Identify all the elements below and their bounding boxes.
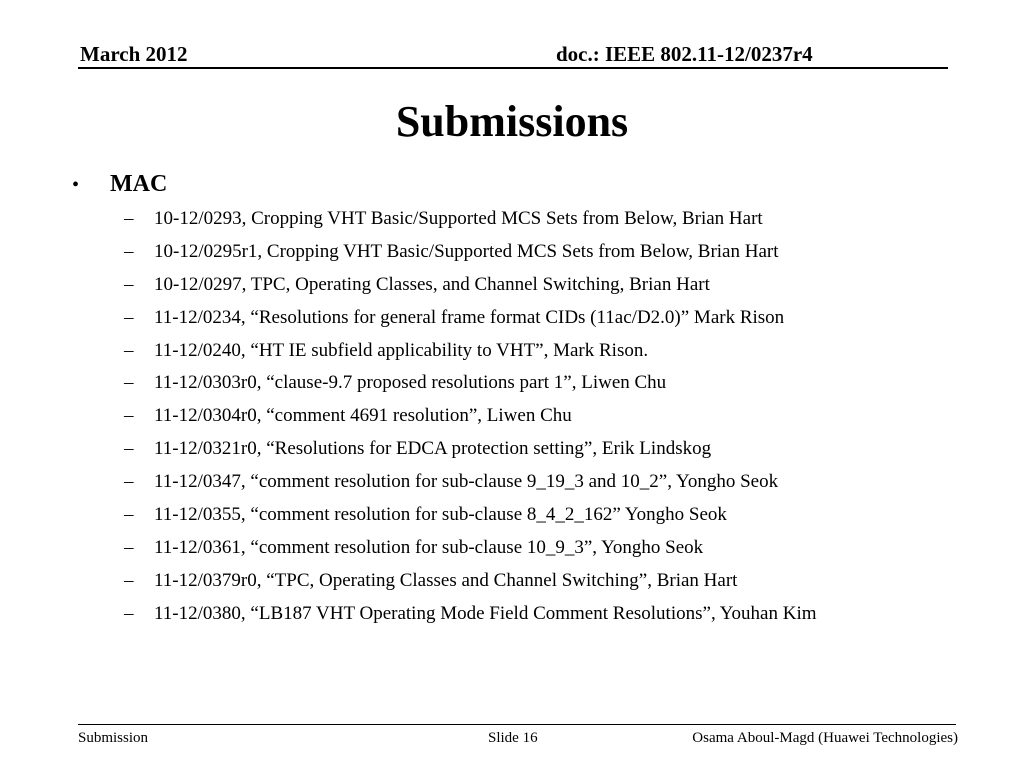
footer-slide-number: Slide 16 (488, 730, 538, 746)
list-item (72, 531, 1012, 564)
list-item-text: 11-12/0380, “LB187 VHT Operating Mode Field Comment Resolutions”, Youhan Kim (154, 602, 817, 624)
footer-author: Osama Aboul-Magd (Huawei Technologies) (692, 730, 958, 746)
list-item (72, 202, 1012, 235)
list-item (72, 564, 1012, 597)
dash-glyph: – (124, 273, 134, 295)
dash-glyph: – (124, 536, 134, 558)
list-item-text: 11-12/0321r0, “Resolutions for EDCA protection setting”, Erik Lindskog (154, 438, 712, 460)
section-heading (72, 168, 1012, 202)
dash-glyph: – (124, 438, 134, 460)
list-item (72, 235, 1012, 268)
list-item (72, 498, 1012, 531)
dash-glyph: – (124, 339, 134, 361)
list-item (72, 268, 1012, 301)
header-date: March 2012 (80, 42, 188, 66)
footer-divider (78, 724, 956, 725)
dash-glyph: – (124, 208, 134, 229)
submission-list (72, 202, 1012, 630)
list-item (72, 432, 1012, 465)
dash-glyph: – (124, 405, 134, 427)
list-item-text: 10-12/0295r1, Cropping VHT Basic/Supported MCS Sets from Below, Brian Hart (154, 240, 779, 262)
mac-section (72, 168, 1012, 630)
dash-glyph: – (124, 471, 134, 493)
dash-glyph: – (124, 306, 134, 328)
list-item (72, 399, 1012, 432)
list-item (72, 334, 1012, 367)
dash-glyph: – (124, 372, 134, 394)
list-item-text: 11-12/0303r0, “clause-9.7 proposed resolutions part 1”, Liwen Chu (154, 372, 667, 394)
dash-glyph: – (124, 569, 134, 591)
dash-glyph: – (124, 504, 134, 526)
list-item-text: 11-12/0304r0, “comment 4691 resolution”, Liwen Chu (154, 405, 572, 427)
dash-glyph: – (124, 602, 134, 624)
list-item (72, 366, 1012, 399)
header-divider (78, 67, 948, 69)
section-label: MAC (110, 171, 168, 197)
list-item-text: 11-12/0379r0, “TPC, Operating Classes and Channel Switching”, Brian Hart (154, 569, 738, 591)
footer-left: Submission (78, 730, 149, 746)
list-item-text: 11-12/0240, “HT IE subfield applicability to VHT”, Mark Rison. (154, 339, 649, 361)
dash-glyph: – (124, 240, 134, 262)
list-item (72, 465, 1012, 498)
list-item (72, 301, 1012, 334)
list-item-text: 11-12/0234, “Resolutions for general frame format CIDs (11ac/D2.0)” Mark Rison (154, 306, 785, 328)
header-doc-id: doc.: IEEE 802.11-12/0237r4 (556, 42, 813, 66)
bullet-glyph: • (72, 174, 80, 196)
list-item-text: 11-12/0347, “comment resolution for sub-clause 9_19_3 and 10_2”, Yongho Seok (154, 471, 779, 493)
list-item (72, 597, 1012, 630)
slide-title: Submissions (395, 97, 629, 146)
list-item-text: 10-12/0293, Cropping VHT Basic/Supported MCS Sets from Below, Brian Hart (154, 208, 763, 229)
list-item-text: 11-12/0355, “comment resolution for sub-clause 8_4_2_162” Yongho Seok (154, 504, 727, 526)
list-item-text: 11-12/0361, “comment resolution for sub-clause 10_9_3”, Yongho Seok (154, 536, 704, 558)
list-item-text: 10-12/0297, TPC, Operating Classes, and Channel Switching, Brian Hart (154, 273, 710, 295)
